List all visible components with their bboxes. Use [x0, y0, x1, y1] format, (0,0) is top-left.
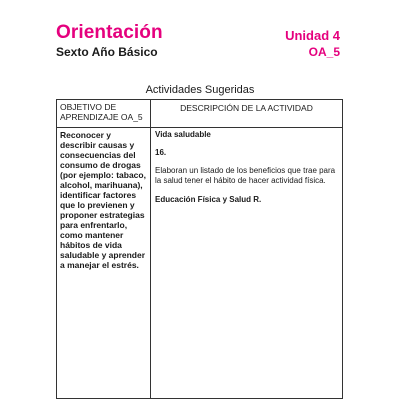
- table-header-row: [57, 100, 342, 128]
- activity-column-header: DESCRIPCIÓN DE LA ACTIVIDAD: [180, 103, 313, 113]
- objective-column-header: OBJETIVO DE APRENDIZAJE OA_5: [57, 100, 151, 127]
- oa-code: OA_5: [308, 45, 340, 59]
- table-body-row: [57, 128, 342, 398]
- activity-subjects: Educación Física y Salud R.: [155, 195, 262, 204]
- unit-label: Unidad 4: [285, 28, 340, 43]
- activity-theme: Vida saludable: [155, 130, 211, 139]
- activity-description: Elaboran un listado de los beneficios que trae para la salud tener el hábito de hacer actividad física.: [155, 166, 336, 185]
- activity-cell: [151, 128, 342, 398]
- section-heading: Actividades Sugeridas: [145, 84, 255, 96]
- subject-title: Orientación: [56, 22, 163, 43]
- activities-table: [56, 99, 343, 399]
- objective-cell: Reconocer y describir causas y consecuencias del consumo de drogas (por ejemplo: tabaco, alcohol, marihuana), identificar factores que lo previenen y proponer estrategias para enfrentarlo, como mantener hábitos de vida saludable y aprender a manejar el estrés.: [57, 128, 151, 398]
- activity-number: 16.: [155, 148, 167, 157]
- grade-label: Sexto Año Básico: [56, 45, 158, 59]
